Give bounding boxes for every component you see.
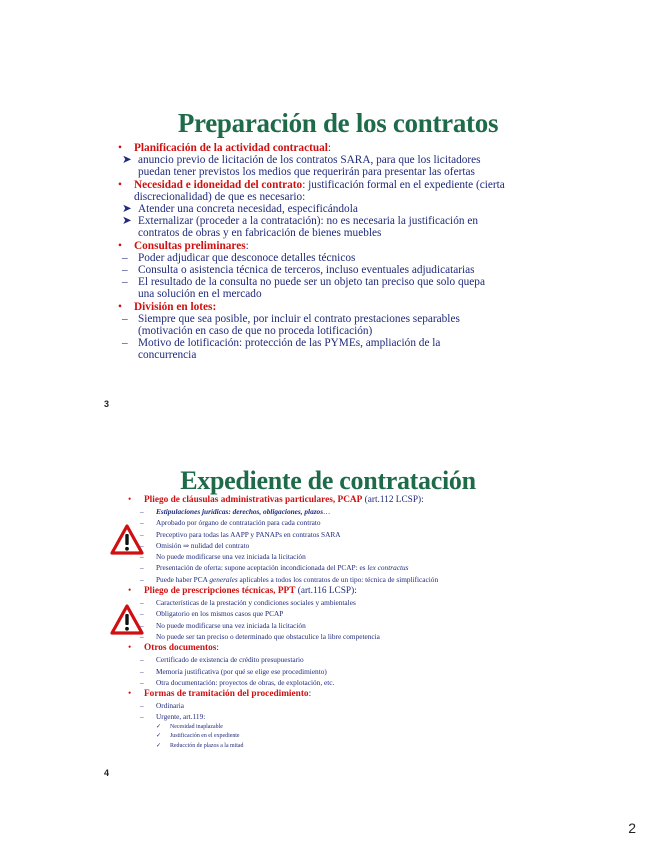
arrow-icon: ➤ <box>122 203 132 216</box>
item-heading: Necesidad e idoneidad del contrato <box>134 178 303 191</box>
sub-item <box>140 529 528 540</box>
slide-page-number: 4 <box>104 768 110 778</box>
sub-item-text-tail: aplicables a todos los contratos de un tipo: técnica de simplificación <box>237 574 439 584</box>
item-text: (art.112 LCSP): <box>362 495 424 505</box>
sub-item-text: Omisión ⇒ nulidad del contrato <box>156 540 250 550</box>
dash-icon: – <box>140 574 144 584</box>
dash-icon: – <box>140 518 144 528</box>
sub-item <box>140 654 528 665</box>
sub-item-text: Poder adjudicar que desconoce detalles técnicos <box>138 251 356 264</box>
dash-icon: – <box>140 529 144 539</box>
checkmark-icon: ✓ <box>156 742 161 749</box>
sub-item <box>122 313 492 337</box>
dash-icon: – <box>140 507 144 516</box>
item-text: : <box>216 643 219 654</box>
sub-item-emphasis: lex contractus <box>367 563 409 573</box>
slide-title: Preparación de los contratos <box>177 108 499 138</box>
dash-icon: – <box>140 677 144 687</box>
sub-item-text: Ordinaria <box>156 701 184 711</box>
sub-item-text: Otra documentación: proyectos de obras, de explotación, etc. <box>156 677 335 687</box>
bullet-icon: • <box>128 643 132 654</box>
sub-item <box>140 540 528 551</box>
bullet-icon: • <box>118 239 122 252</box>
sub-item <box>140 574 528 585</box>
item-text: : justificación formal en el expediente (cierta discrecionalidad) de que es necesario: <box>134 178 505 203</box>
dash-icon: – <box>140 552 144 562</box>
sub-item-text: anuncio previo de licitación de los contratos SARA, para que los licitadores puedan tener previstos los medios que requerirán para presentar las ofertas <box>138 154 481 179</box>
dash-icon: – <box>140 598 144 608</box>
sub-item-text: Consulta o asistencia técnica de terceros, incluso eventuales adjudicatarias <box>138 264 475 277</box>
sub-item-text: El resultado de la consulta no puede ser un objeto tan preciso que solo quepa una solución en el mercado <box>138 276 485 301</box>
bullet-icon: • <box>128 689 132 700</box>
bullet-icon: • <box>118 300 122 313</box>
item-heading: División en lotes: <box>134 300 217 313</box>
dash-icon: – <box>140 712 144 722</box>
bullet-icon: • <box>128 586 132 597</box>
dash-icon: – <box>140 609 144 619</box>
sub-item-text: Presentación de oferta: supone aceptación incondicionada del PCAP: es <box>156 563 368 573</box>
sub-sub-item-text: Justificación en el expediente <box>170 733 240 740</box>
bullet-icon: • <box>118 178 122 191</box>
sub-item <box>122 203 492 215</box>
sub-item <box>122 252 492 264</box>
arrow-icon: ➤ <box>122 215 132 228</box>
dash-icon: – <box>122 312 128 325</box>
dash-icon: – <box>122 264 128 277</box>
dash-icon: – <box>140 631 144 641</box>
sub-item-text: Urgente, art.119: <box>156 712 206 722</box>
sub-item <box>140 506 528 517</box>
sub-item <box>122 337 492 361</box>
sub-item <box>140 551 528 562</box>
item-heading: Consultas preliminares <box>134 239 246 252</box>
dash-icon: – <box>122 337 128 350</box>
dash-icon: – <box>122 251 128 264</box>
item-heading: Pliego de cláusulas administrativas particulares, PCAP <box>144 495 363 505</box>
sub-item-text: Siempre que sea posible, por incluir el contrato prestaciones separables (motivación en caso de que no proceda lotificación) <box>138 312 460 338</box>
checkmark-icon: ✓ <box>156 733 161 740</box>
list-item <box>128 586 528 597</box>
item-text: : <box>245 239 249 252</box>
sub-item <box>122 215 492 239</box>
sub-item <box>140 517 528 528</box>
sub-item <box>140 597 528 608</box>
sub-item-text: Aprobado por órgano de contratación para cada contrato <box>156 518 321 528</box>
slide-4 <box>0 460 646 790</box>
sub-item <box>140 700 528 711</box>
sub-item-text: Puede haber PCA <box>156 574 210 584</box>
sub-item-text: Características de la prestación y condiciones sociales y ambientales <box>156 598 356 608</box>
sub-item-text: No puede modificarse una vez iniciada la licitación <box>156 552 306 562</box>
bullet-list <box>128 494 528 752</box>
slide-page-number: 3 <box>104 399 110 409</box>
item-heading: Planificación de la actividad contractual <box>134 142 328 154</box>
dash-icon: – <box>140 620 144 630</box>
dash-icon: – <box>140 540 144 550</box>
list-item <box>118 240 518 252</box>
list-item <box>128 689 528 700</box>
bullet-icon: • <box>118 142 122 154</box>
sub-sub-item <box>156 732 528 742</box>
sub-item <box>140 631 528 642</box>
sub-item <box>122 154 492 178</box>
dash-icon: – <box>140 655 144 665</box>
sub-item <box>140 666 528 677</box>
dash-icon: – <box>140 701 144 711</box>
sub-item <box>140 608 528 619</box>
bullet-icon: • <box>128 495 132 505</box>
dash-icon: – <box>140 666 144 676</box>
item-text: (art.116 LCSP): <box>295 586 357 597</box>
sub-item-text: No puede ser tan preciso o determinado que obstaculice la libre competencia <box>156 631 380 641</box>
dash-icon: – <box>140 563 144 573</box>
sub-item-text-tail: … <box>323 507 331 516</box>
slide-3 <box>0 100 646 420</box>
sub-item-text: Externalizar (proceder a la contratación): no es necesaria la justificación en contratos de obras y en fabricación de bienes muebles <box>138 215 478 240</box>
sub-item <box>140 677 528 688</box>
sub-sub-item <box>156 723 528 733</box>
sub-item-text: Estipulaciones jurídicas: <box>156 507 233 516</box>
list-item <box>118 179 518 203</box>
bullet-list <box>118 142 518 362</box>
sub-item-text: Preceptivo para todas las AAPP y PANAPs en contratos SARA <box>156 529 341 539</box>
sub-sub-item <box>156 742 528 752</box>
sub-item-text: No puede modificarse una vez iniciada la licitación <box>156 620 306 630</box>
sub-item <box>140 711 528 722</box>
list-item <box>128 643 528 654</box>
sub-item-text: Certificado de existencia de crédito presupuestario <box>156 655 304 665</box>
sub-item <box>122 264 492 276</box>
item-heading: Otros documentos <box>144 643 217 654</box>
list-item <box>128 495 528 506</box>
item-heading: Formas de tramitación del procedimiento <box>144 689 309 700</box>
item-text: : <box>327 142 332 154</box>
sub-item <box>122 276 492 300</box>
list-item <box>118 301 518 313</box>
slide-title: Expediente de contratación <box>180 466 476 495</box>
sub-item-emphasis: derechos, obligaciones, plazos <box>232 507 324 516</box>
list-item <box>118 142 518 154</box>
item-heading: Pliego de prescripciones técnicas, PPT <box>144 586 296 597</box>
sub-item-text: Obligatorio en los mismos casos que PCAP <box>156 609 284 619</box>
arrow-icon: ➤ <box>122 154 132 167</box>
sheet-page-number: 2 <box>628 820 636 836</box>
dash-icon: – <box>122 276 128 289</box>
sub-item <box>140 562 528 573</box>
sub-sub-item-text: Reducción de plazos a la mitad <box>170 742 244 749</box>
sub-item-text: Atender una concreta necesidad, especificándola <box>138 203 358 216</box>
sub-item-text: Motivo de lotificación: protección de las PYMEs, ampliación de la concurrencia <box>138 337 441 362</box>
sub-sub-item-text: Necesidad inaplazable <box>170 723 223 730</box>
sub-item-emphasis: generales <box>209 574 238 584</box>
sub-item-text: Memoria justificativa (por qué se elige ese procedimiento) <box>156 666 327 676</box>
checkmark-icon: ✓ <box>156 723 161 730</box>
sub-item <box>140 620 528 631</box>
item-text: : <box>308 689 312 700</box>
